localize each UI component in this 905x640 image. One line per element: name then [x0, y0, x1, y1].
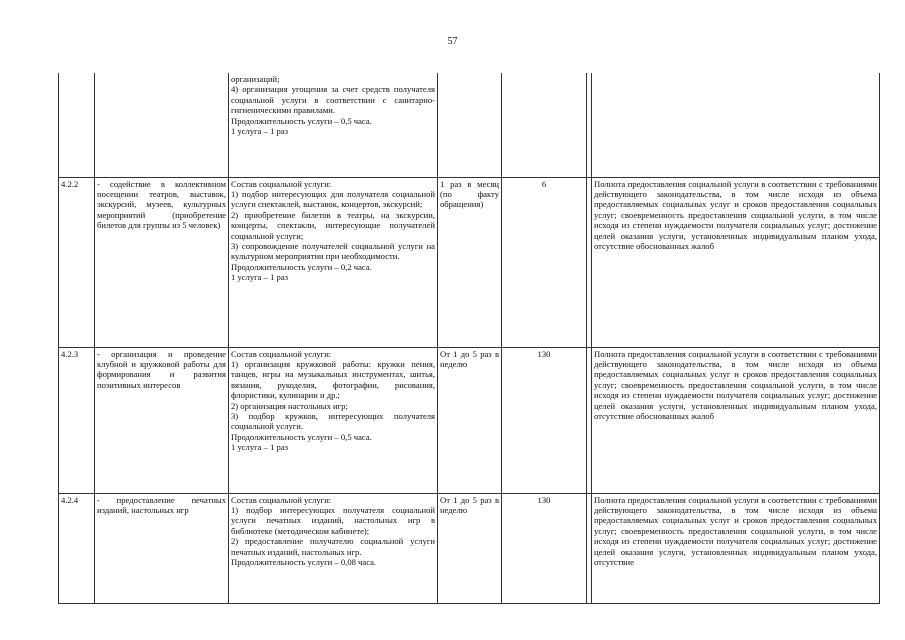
page-number: 57 [447, 36, 458, 47]
composition-line: 2) приобретение билетов в театры, на экскурсии, концерты, спектакли, интересующие получателей социальной услуги; [231, 209, 435, 241]
composition-cell [229, 493, 438, 603]
number-cell: 4.2.4 [59, 493, 95, 603]
composition-line: 1 услуга – 1 раз [231, 442, 289, 453]
name-cell: - организация и проведение клубной и кружковой работы для формирования и развития позитивных интересов [95, 347, 229, 493]
criteria-cell [592, 73, 880, 177]
composition-line: 2) предоставление получателю социальной услуги печатных изданий, настольных игр. [231, 536, 435, 557]
services-table [58, 73, 880, 604]
composition-line: 4) организация угощения за счет средств получателя социальной услуги в соответствии с санитарно-гигиеническими правилами. [231, 84, 435, 116]
composition-line: 3) сопровождение получателей социальной услуги на культурном мероприятии при необходимости. [231, 240, 435, 262]
table-row [59, 347, 880, 493]
criteria-cell: Полнота предоставления социальной услуги в соответствии с требованиями действующего законодательства, в том числе исходя из объема предоставляемых социальных услуг и сроков предоставления социальных услуг; своевременность предоставления социальной услуги, в том числе исходя из степени нуждаемости получателя социальных услуг; достижение целей оказания услуги, установленных индивидуальным планом ухода, отсутствие обоснованных жалоб [592, 347, 880, 493]
composition-line: организаций; [231, 74, 280, 84]
name-cell [95, 73, 229, 177]
frequency-cell: От 1 до 5 раз в неделю [438, 347, 502, 493]
composition-line: 1 услуга – 1 раз [231, 126, 289, 137]
table-row [59, 177, 880, 347]
composition-line: Состав социальной услуги: [231, 494, 332, 505]
composition-cell [229, 177, 438, 347]
composition-cell [229, 347, 438, 493]
composition-line: Продолжительность услуги – 0,2 часа. [231, 261, 372, 272]
composition-line: Продолжительность услуги – 0,5 часа. [231, 431, 372, 442]
composition-line: 1) организация кружковой работы: кружки пения, танцев, игры на музыкальных инструментах, шитья, вязания, рукоделия, фотографии, рисования, флористики, кулинарии и др.; [231, 358, 435, 401]
composition-line: Продолжительность услуги – 0,5 часа. [231, 115, 372, 126]
count-cell: 6 [502, 177, 587, 347]
count-cell: 130 [502, 347, 587, 493]
composition-cell [229, 73, 438, 177]
frequency-cell: 1 раз в месяц (по факту обращения) [438, 177, 502, 347]
count-cell [502, 73, 587, 177]
composition-line: 2) организация настольных игр; [231, 400, 348, 411]
number-cell [59, 73, 95, 177]
number-cell: 4.2.3 [59, 347, 95, 493]
table-row [59, 493, 880, 603]
frequency-cell: От 1 до 5 раз в неделю [438, 493, 502, 603]
criteria-cell: Полнота предоставления социальной услуги в соответствии с требованиями действующего законодательства, в том числе исходя из объема предоставляемых социальных услуг и сроков предоставления социальных услуг; своевременность предоставления социальной услуги, в том числе исходя из степени нуждаемости получателя социальных услуг; достижение целей оказания услуги, установленных индивидуальным планом ухода, отсутствие [592, 493, 880, 603]
table-row-continuation [59, 73, 880, 177]
frequency-cell [438, 73, 502, 177]
composition-line: 1) подбор интересующих для получателя социальной услуги спектаклей, выставок, концертов, экскурсий; [231, 188, 435, 210]
criteria-cell: Полнота предоставления социальной услуги в соответствии с требованиями действующего законодательства, в том числе исходя из объема предоставляемых социальных услуг и сроков предоставления социальных услуг; своевременность предоставления социальной услуги, в том числе исходя из степени нуждаемости получателя социальных услуг; достижение целей оказания услуги, установленных индивидуальным планом ухода, отсутствие обоснованных жалоб [592, 177, 880, 347]
composition-line: 3) подбор кружков, интересующих получателя социальной услуги. [231, 410, 435, 432]
composition-line: Продолжительность услуги – 0,08 часа. [231, 556, 377, 567]
composition-line: 1 услуга – 1 раз [231, 272, 289, 283]
number-cell: 4.2.2 [59, 177, 95, 347]
name-cell: - содействие в коллективном посещении театров, выставок, экскурсий, музеев, культурных мероприятий (приобретение билетов для группы из 5 человек) [95, 177, 229, 347]
composition-line: 1) подбор интересующих получателя социальной услуги печатных изданий, настольных игр в библиотеке (методическом кабинете); [231, 504, 435, 536]
name-cell: - предоставление печатных изданий, настольных игр [95, 493, 229, 603]
count-cell: 130 [502, 493, 587, 603]
composition-line: Состав социальной услуги: [231, 178, 332, 189]
composition-line: Состав социальной услуги: [231, 348, 332, 359]
